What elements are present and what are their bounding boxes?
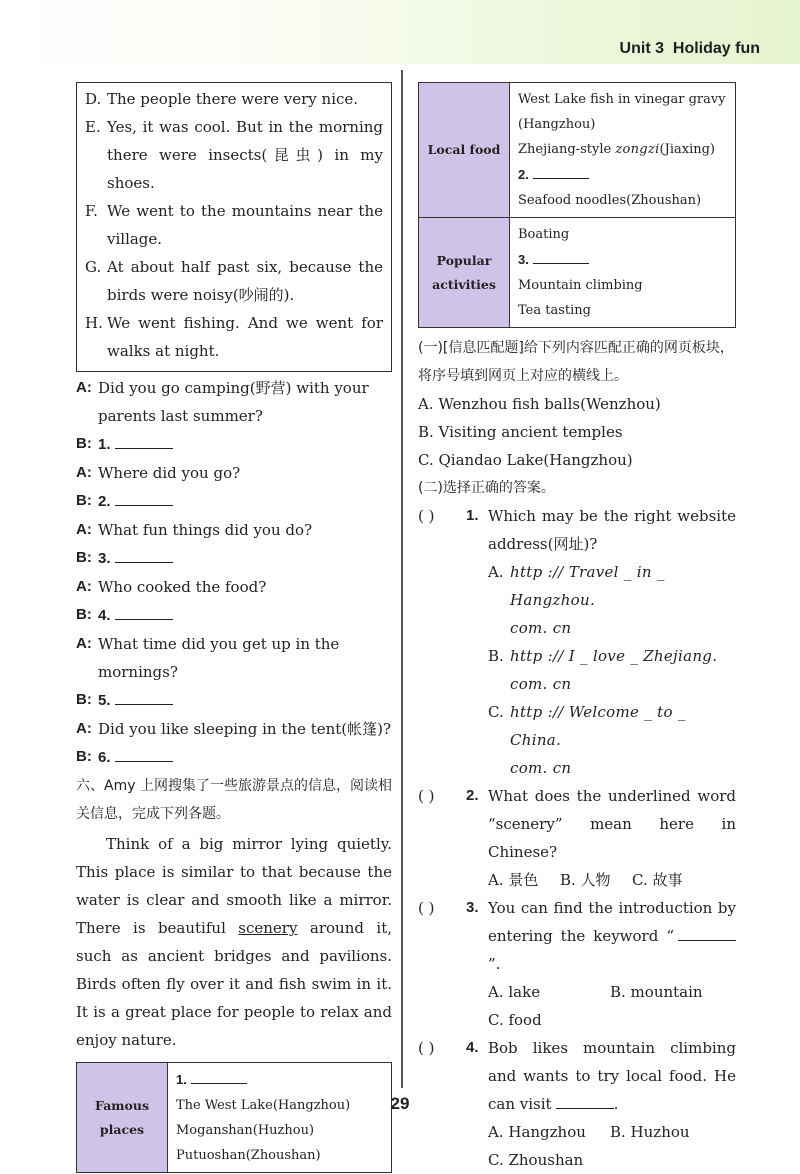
right-column bbox=[418, 82, 736, 1174]
match-option: B. Visiting ancient temples bbox=[418, 423, 623, 441]
underlined-word: scenery bbox=[238, 919, 298, 937]
choice-a[interactable]: A. Hangzhou bbox=[488, 1123, 586, 1141]
famous-place-item: Putuoshan(Zhoushan) bbox=[176, 1148, 321, 1163]
question-4: ( ) 4. Bob likes mountain climbing and wants to try local food. He can visit . bbox=[418, 1034, 736, 1118]
option-d: D. The people there were very nice. bbox=[85, 90, 359, 108]
dialogue-line: A: Where did you go? bbox=[76, 464, 241, 482]
question-4-choices bbox=[418, 1118, 736, 1146]
dialogue-line: B: 3. bbox=[76, 544, 392, 573]
answer-blank[interactable] bbox=[115, 434, 173, 449]
answer-blank[interactable] bbox=[115, 747, 173, 762]
answer-paren[interactable]: ( ) bbox=[418, 507, 435, 525]
famous-place-item: Moganshan(Huzhou) bbox=[176, 1123, 315, 1138]
choice-c[interactable]: C. 故事 bbox=[632, 871, 683, 889]
question-2-choices bbox=[418, 866, 736, 894]
question-2: ( ) 2. What does the underlined word “scenery” mean here in Chinese? bbox=[418, 782, 736, 866]
question-1: ( ) 1. Which may be the right website address(网址)? bbox=[418, 502, 736, 558]
answer-paren[interactable]: ( ) bbox=[418, 899, 435, 917]
answer-blank[interactable] bbox=[115, 548, 173, 563]
dialogue-line: B: 6. bbox=[76, 743, 392, 772]
answer-paren[interactable]: ( ) bbox=[418, 1039, 435, 1057]
choice-b[interactable]: B. http :// I _ love _ Zhejiang. com. cn bbox=[488, 647, 718, 693]
column-divider bbox=[401, 70, 403, 1088]
dialogue-line: A: Did you go camping(野营) with your parents last summer? bbox=[76, 379, 369, 425]
dialogue-line: A: Who cooked the food? bbox=[76, 578, 267, 596]
activity-item: Boating bbox=[518, 227, 570, 242]
option-e: E. Yes, it was cool. But in the morning there were insects(昆虫) in my shoes. bbox=[85, 118, 383, 192]
dialogue-line: A: What time did you get up in the mornings? bbox=[76, 635, 340, 681]
dialogue-line: B: 5. bbox=[76, 686, 392, 715]
answer-blank[interactable] bbox=[115, 690, 173, 705]
section-6-title: 六、Amy 上网搜集了一些旅游景点的信息，阅读相关信息，完成下列各题。 bbox=[76, 778, 392, 822]
reading-passage: Think of a big mirror lying quietly. This place is similar to that because the water is clear and smooth like a mirror. There is beautiful scenery around it, such as ancient bridges and pavilions. Birds often fly over it and fish swim in it. It is a great place for people to relax and enjoy nature. bbox=[76, 835, 392, 1049]
answer-blank[interactable] bbox=[115, 491, 173, 506]
page-number: 29 bbox=[390, 1094, 410, 1113]
option-g: G. At about half past six, because the birds were noisy(吵闹的). bbox=[85, 258, 383, 304]
activity-item: Tea tasting bbox=[518, 303, 591, 318]
food-activities-table: Local food West Lake fish in vinegar gravy (Hangzhou) Zhejiang-style zongzi(Jiaxing) 2. Seafood noodles(Zhoushan) Popular activities Boating 3. Mountain climbing Tea tasting bbox=[418, 82, 736, 328]
left-column bbox=[76, 82, 392, 1173]
header-band bbox=[0, 0, 800, 64]
choice-c[interactable]: C. Zhoushan bbox=[488, 1151, 584, 1169]
popular-activities-label: Popular activities bbox=[419, 218, 510, 328]
dialogue-line: A: What fun things did you do? bbox=[76, 521, 313, 539]
choice-a[interactable]: A. http :// Travel _ in _ Hangzhou. com. cn bbox=[488, 563, 665, 637]
dialogue-line: B: 4. bbox=[76, 601, 392, 630]
option-h: H. We went fishing. And we went for walks at night. bbox=[85, 314, 383, 360]
local-food-label: Local food bbox=[419, 83, 510, 218]
dialogue-line: B: 1. bbox=[76, 430, 392, 459]
part-1-title: (一)[信息匹配题]给下列内容匹配正确的网页板块，将序号填到网页上对应的横线上。 bbox=[418, 340, 734, 384]
choice-a[interactable]: A. lake bbox=[488, 983, 541, 1001]
dialogue-line: A: Did you like sleeping in the tent(帐篷)? bbox=[76, 720, 392, 738]
question-1-choices bbox=[418, 558, 736, 782]
food-item: Zhejiang-style zongzi(Jiaxing) bbox=[518, 142, 715, 157]
match-option: A. Wenzhou fish balls(Wenzhou) bbox=[418, 395, 661, 413]
question-3-choice-c-row bbox=[418, 1006, 736, 1034]
choice-c[interactable]: C. food bbox=[488, 1011, 542, 1029]
food-item: West Lake fish in vinegar gravy (Hangzhou) bbox=[518, 92, 726, 132]
keyword-blank[interactable] bbox=[678, 926, 736, 941]
answer-blank[interactable] bbox=[533, 249, 589, 264]
answer-blank[interactable] bbox=[533, 164, 589, 179]
famous-place-item: The West Lake(Hangzhou) bbox=[176, 1098, 351, 1113]
choice-b[interactable]: B. Huzhou bbox=[610, 1123, 690, 1141]
famous-places-table: Famous places 1. The West Lake(Hangzhou) Moganshan(Huzhou) Putuoshan(Zhoushan) bbox=[76, 1062, 392, 1173]
question-3: ( ) 3. You can find the introduction by entering the keyword “”. bbox=[418, 894, 736, 978]
famous-places-label: Famous places bbox=[77, 1063, 168, 1173]
dialogue bbox=[76, 374, 392, 772]
choice-a[interactable]: A. 景色 bbox=[488, 871, 539, 889]
choice-b[interactable]: B. 人物 bbox=[560, 871, 611, 889]
unit-title: Unit 3 Holiday fun bbox=[619, 40, 760, 57]
activity-item: Mountain climbing bbox=[518, 278, 643, 293]
choice-b[interactable]: B. mountain bbox=[610, 983, 703, 1001]
food-item: Seafood noodles(Zhoushan) bbox=[518, 193, 702, 208]
answer-blank[interactable] bbox=[191, 1069, 247, 1084]
question-3-choices bbox=[418, 978, 736, 1006]
choice-c[interactable]: C. http :// Welcome _ to _ China. com. cn bbox=[488, 703, 686, 777]
question-4-choice-c-row bbox=[418, 1146, 736, 1174]
match-option: C. Qiandao Lake(Hangzhou) bbox=[418, 451, 633, 469]
answer-blank[interactable] bbox=[115, 605, 173, 620]
options-box bbox=[76, 82, 392, 372]
option-f: F. We went to the mountains near the village. bbox=[85, 202, 383, 248]
dialogue-line: B: 2. bbox=[76, 487, 392, 516]
answer-paren[interactable]: ( ) bbox=[418, 787, 435, 805]
part-2-title: (二)选择正确的答案。 bbox=[418, 480, 555, 496]
